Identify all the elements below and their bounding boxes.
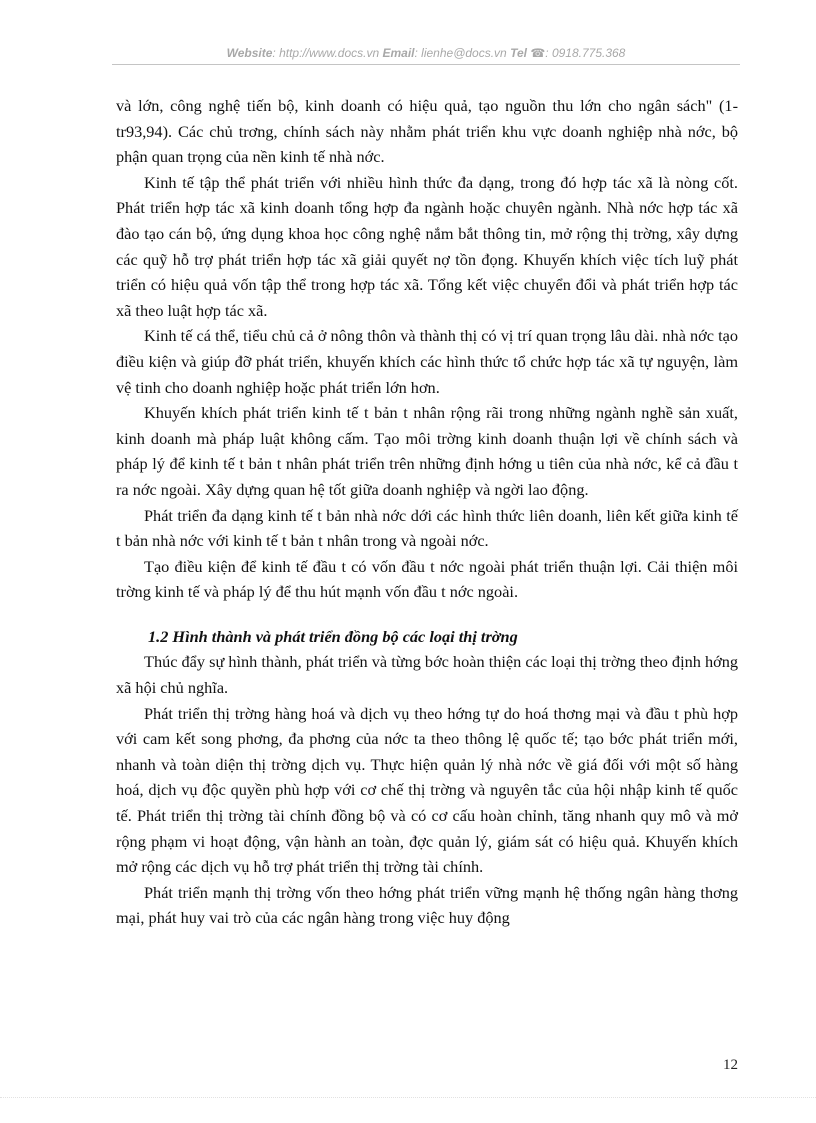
- website-value: : http://www.docs.vn: [272, 46, 380, 60]
- paragraph-2: Kinh tế tập thể phát triển với nhiều hình thức đa dạng, trong đó hợp tác xã là nòng cốt. Phát triển hợp tác xã kinh doanh tổng hợp đa ngành hoặc chuyên ngành. Nhà nớc hợp tác xã đào tạo cán bộ, ứng dụng khoa học công nghệ nắm bắt thông tin, mở rộng thị trờng, xây dựng các quỹ hỗ trợ phát triển hợp tác xã giải quyết nợ tồn đọng. Khuyến khích việc tích luỹ phát triển có hiệu quả vốn tập thể trong hợp tác xã. Tổng kết việc chuyển đổi và phát triển hợp tác xã theo luật hợp tác xã.: [116, 172, 738, 320]
- paragraph-1: và lớn, công nghệ tiến bộ, kinh doanh có hiệu quả, tạo nguồn thu lớn cho ngân sách" (1-tr93,94). Các chủ trơng, chính sách này nhằm phát triển khu vực doanh nghiệp nhà nớc, bộ phận quan trọng của nền kinh tế nhà nớc.: [116, 96, 738, 167]
- tel-label: Tel: [510, 46, 527, 60]
- paragraph-5: Phát triển đa dạng kinh tế t bản nhà nớc dới các hình thức liên doanh, liên kết giữa kinh tế t bản nhà nớc với kinh tế t bản t nhân trong và ngoài nớc.: [116, 505, 738, 551]
- paragraph-9: Phát triển mạnh thị trờng vốn theo hớng phát triển vững mạnh hệ thống ngân hàng thơng mại, phát huy vai trò của các ngân hàng trong việc huy động: [116, 882, 738, 928]
- page-header: [112, 46, 740, 65]
- paragraph-8: Phát triển thị trờng hàng hoá và dịch vụ theo hớng tự do hoá thơng mại và đầu t phù hợp với cam kết song phơng, đa phơng của nớc ta theo thông lệ quốc tế; tạo bớc phát triển mới, nhanh và toàn diện thị trờng dịch vụ. Thực hiện quản lý nhà nớc về giá đối với một số hàng hoá, dịch vụ độc quyền phù hợp với cơ chế thị trờng và nguyên tắc của hội nhập kinh tế quốc tế. Phát triển thị trờng tài chính đồng bộ và có cơ cấu hoàn chỉnh, tăng nhanh quy mô và mở rộng phạm vi hoạt động, vận hành an toàn, đợc quản lý, giám sát có hiệu quả. Khuyến khích mở rộng các dịch vụ hỗ trợ phát triển thị trờng tài chính.: [116, 703, 738, 877]
- paragraph-3: Kinh tế cá thể, tiểu chủ cả ở nông thôn và thành thị có vị trí quan trọng lâu dài. nhà nớc tạo điều kiện và giúp đỡ phát triển, khuyến khích các hình thức tổ chức hợp tác xã tự nguyện, làm vệ tinh cho doanh nghiệp hoặc phát triển lớn hơn.: [116, 326, 738, 397]
- paragraph-4: Khuyến khích phát triển kinh tế t bản t nhân rộng rãi trong những ngành nghề sản xuất, kinh doanh mà pháp luật không cấm. Tạo môi trờng kinh doanh thuận lợi về chính sách và pháp lý để kinh tế t bản t nhân phát triển trên những định hớng u tiên của nhà nớc, kể cả đầu t ra nớc ngoài. Xây dựng quan hệ tốt giữa doanh nghiệp và ngời lao động.: [116, 403, 738, 499]
- document-body: [116, 93, 738, 931]
- email-value: : lienhe@docs.vn: [414, 46, 507, 60]
- page-number: 12: [723, 1057, 738, 1073]
- email-label: Email: [382, 46, 415, 60]
- section-heading: 1.2 Hình thành và phát triển đồng bộ các loại thị trờng: [148, 626, 518, 646]
- paragraph-7: Thúc đẩy sự hình thành, phát triển và từng bớc hoàn thiện các loại thị trờng theo định hớng xã hội chủ nghĩa.: [116, 652, 738, 698]
- phone-icon: ☎: [530, 46, 546, 60]
- website-label: Website: [226, 46, 273, 60]
- paragraph-6: Tạo điều kiện để kinh tế đầu t có vốn đầu t nớc ngoài phát triển thuận lợi. Cải thiện môi trờng kinh tế và pháp lý để thu hút mạnh vốn đầu t nớc ngoài.: [116, 556, 738, 602]
- tel-value: : 0918.775.368: [545, 46, 626, 60]
- footer-divider: [0, 1097, 816, 1098]
